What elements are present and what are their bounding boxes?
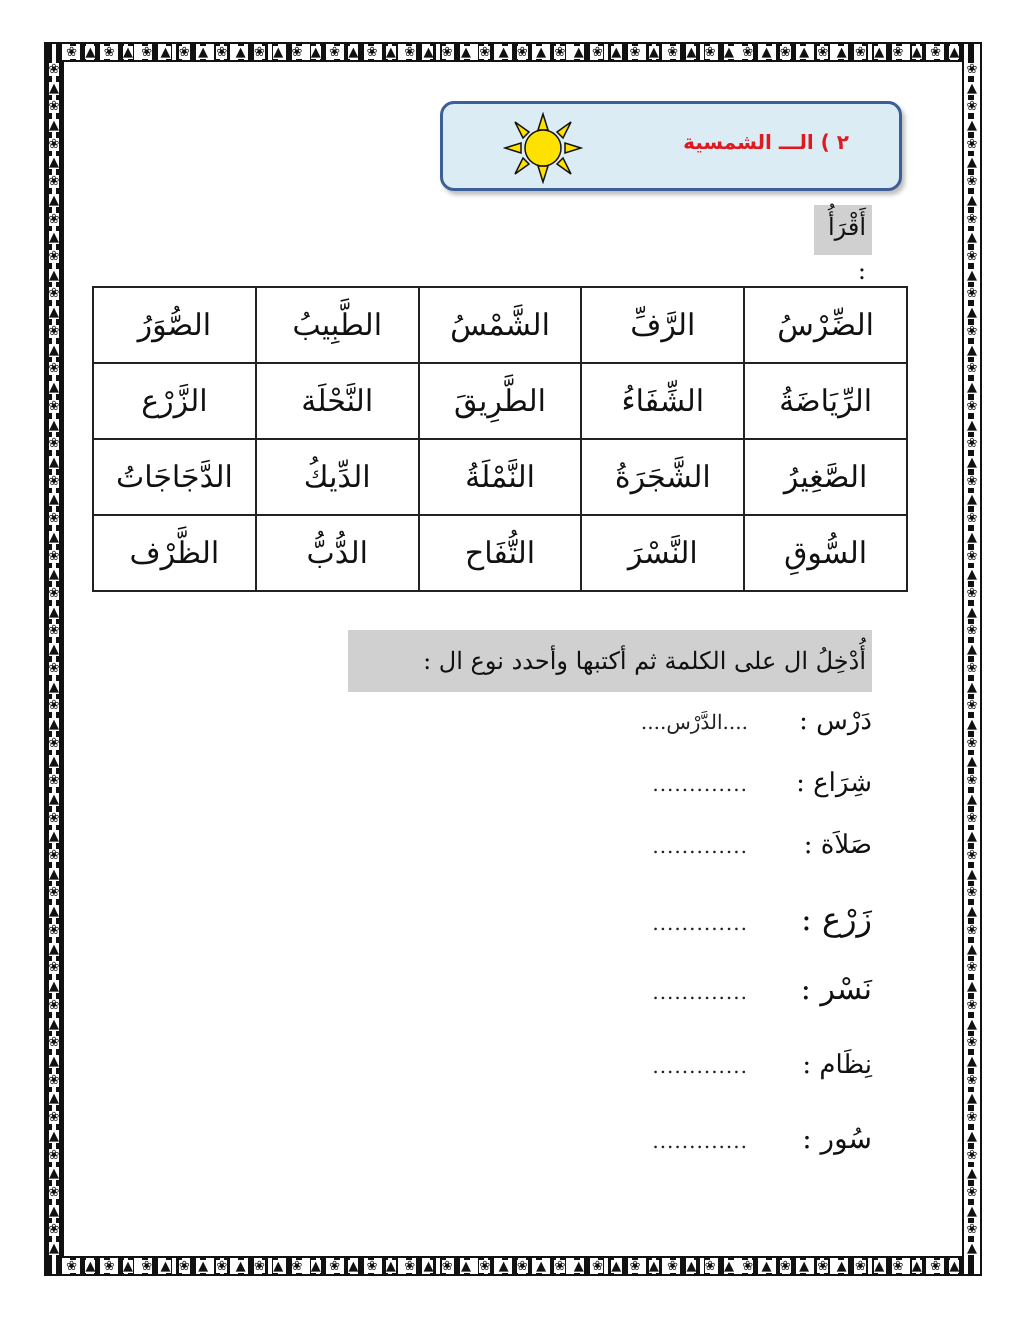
flower-icon: ▲	[967, 342, 977, 358]
flower-icon: ▲	[967, 642, 977, 658]
flower-icon: ▲	[461, 1258, 472, 1274]
flower-icon: ▲	[573, 1258, 584, 1274]
exercise-answer[interactable]: .............	[652, 772, 748, 796]
flower-icon: ▲	[967, 1128, 977, 1144]
flower-icon: ❀	[216, 44, 228, 60]
exercise-row	[652, 1122, 872, 1155]
flower-icon: ▲	[967, 80, 977, 96]
flower-icon: ❀	[366, 1258, 378, 1274]
flower-icon: ▲	[423, 1258, 434, 1274]
flower-icon: ▲	[49, 1016, 59, 1032]
exercise-word: صَلاَة :	[803, 830, 872, 860]
flower-icon: ▲	[874, 1258, 885, 1274]
flower-icon: ❀	[48, 211, 60, 227]
table-cell-word: الرِّيَاضَةُ	[744, 363, 907, 439]
flower-icon: ▲	[536, 1258, 547, 1274]
flower-icon: ❀	[966, 99, 978, 115]
flower-icon: ▲	[49, 791, 59, 807]
flower-icon: ❀	[103, 1258, 115, 1274]
flower-icon: ▲	[49, 267, 59, 283]
flower-icon: ▲	[911, 1258, 922, 1274]
flower-icon: ❀	[178, 1258, 190, 1274]
flower-icon: ❀	[404, 44, 416, 60]
flower-icon: ❀	[48, 548, 60, 564]
table-row	[93, 515, 907, 591]
table-cell-word: التُّفَاح	[419, 515, 582, 591]
flower-icon: ❀	[48, 885, 60, 901]
flower-icon: ❀	[817, 44, 829, 60]
table-cell-word: الزَّرْع	[93, 363, 256, 439]
flower-icon: ▲	[348, 1258, 359, 1274]
flower-icon: ▲	[122, 44, 133, 60]
flower-icon: ▲	[498, 1258, 509, 1274]
flower-icon: ▲	[967, 529, 977, 545]
flower-icon: ▲	[198, 1258, 209, 1274]
flower-icon: ❀	[667, 1258, 679, 1274]
flower-icon: ❀	[48, 136, 60, 152]
exercise-answer[interactable]: ....الدَّرْس....	[640, 710, 748, 734]
flower-icon: ❀	[704, 44, 716, 60]
flower-icon: ▲	[967, 866, 977, 882]
table-row	[93, 363, 907, 439]
flower-icon: ❀	[48, 922, 60, 938]
flower-icon: ▲	[160, 1258, 171, 1274]
flower-icon: ▲	[967, 230, 977, 246]
flower-icon: ▲	[723, 1258, 734, 1274]
flower-icon: ❀	[629, 1258, 641, 1274]
flower-icon: ❀	[48, 398, 60, 414]
flower-icon: ❀	[966, 848, 978, 864]
border-flowers-top	[62, 43, 964, 61]
flower-icon: ▲	[648, 44, 659, 60]
flower-icon: ▲	[49, 155, 59, 171]
flower-icon: ❀	[667, 44, 679, 60]
flower-icon: ▲	[461, 44, 472, 60]
flower-icon: ▲	[198, 44, 209, 60]
exercise-row	[652, 972, 872, 1007]
exercise-word: نَسْر :	[800, 972, 872, 1007]
flower-icon: ▲	[686, 44, 697, 60]
flower-icon: ▲	[611, 1258, 622, 1274]
flower-icon: ▲	[967, 1091, 977, 1107]
flower-icon: ❀	[516, 44, 528, 60]
flower-icon: ❀	[103, 44, 115, 60]
flower-icon: ❀	[216, 1258, 228, 1274]
flower-icon: ▲	[49, 979, 59, 995]
flower-icon: ❀	[966, 1184, 978, 1200]
flower-icon: ❀	[48, 1072, 60, 1088]
flower-icon: ▲	[160, 44, 171, 60]
flower-icon: ▲	[49, 866, 59, 882]
flower-icon: ▲	[49, 941, 59, 957]
flower-icon: ❀	[48, 1110, 60, 1126]
lesson-title: ٢ ) الـــ الشمسية	[683, 130, 849, 154]
flower-icon: ▲	[122, 1258, 133, 1274]
flower-icon: ❀	[48, 436, 60, 452]
flower-icon: ▲	[761, 44, 772, 60]
flower-icon: ▲	[49, 492, 59, 508]
flower-icon: ▲	[799, 1258, 810, 1274]
flower-icon: ❀	[48, 848, 60, 864]
flower-icon: ▲	[49, 1053, 59, 1069]
table-cell-word: الطَّبِيبُ	[256, 287, 419, 363]
table-cell-word: الظَّرْف	[93, 515, 256, 591]
exercise-answer[interactable]: .............	[652, 980, 748, 1004]
flower-icon: ▲	[967, 155, 977, 171]
flower-icon: ▲	[967, 305, 977, 321]
flower-icon: ❀	[854, 1258, 866, 1274]
flower-icon: ❀	[966, 623, 978, 639]
flower-icon: ▲	[49, 230, 59, 246]
flower-icon: ▲	[967, 1016, 977, 1032]
flower-icon: ▲	[648, 1258, 659, 1274]
exercise-word: سُور :	[802, 1122, 872, 1155]
table-cell-word: الدِّيكُ	[256, 439, 419, 515]
flower-icon: ❀	[966, 885, 978, 901]
flower-icon: ❀	[966, 773, 978, 789]
flower-icon: ❀	[141, 44, 153, 60]
flower-icon: ❀	[966, 286, 978, 302]
flower-icon: ❀	[48, 1035, 60, 1051]
flower-icon: ❀	[817, 1258, 829, 1274]
flower-icon: ❀	[592, 44, 603, 60]
flower-icon: ❀	[554, 1258, 566, 1274]
flower-icon: ▲	[49, 529, 59, 545]
flower-icon: ❀	[966, 810, 978, 826]
border-flowers-bottom	[62, 1257, 964, 1275]
exercise-row	[641, 706, 872, 736]
flower-icon: ❀	[966, 61, 978, 77]
flower-icon: ▲	[967, 679, 977, 695]
flower-icon: ▲	[385, 1258, 396, 1274]
flower-icon: ❀	[253, 44, 265, 60]
flower-icon: ❀	[966, 922, 978, 938]
table-cell-word: النَّمْلَةُ	[419, 439, 582, 515]
exercise-word: نِظَام :	[802, 1050, 872, 1080]
flower-icon: ▲	[235, 44, 246, 60]
flower-icon: ▲	[967, 754, 977, 770]
flower-icon: ❀	[48, 698, 60, 714]
flower-icon: ❀	[930, 1258, 941, 1274]
flower-icon: ❀	[966, 1035, 978, 1051]
exercise-row	[652, 768, 872, 798]
flower-icon: ▲	[49, 679, 59, 695]
flower-icon: ▲	[967, 192, 977, 208]
table-cell-word: النَّحْلَة	[256, 363, 419, 439]
flower-icon: ❀	[48, 810, 60, 826]
flower-icon: ▲	[49, 1128, 59, 1144]
flower-icon: ❀	[48, 511, 60, 527]
flower-icon: ▲	[967, 791, 977, 807]
flower-icon: ❀	[48, 623, 60, 639]
flower-icon: ▲	[723, 44, 734, 60]
flower-icon: ❀	[966, 997, 978, 1013]
flower-icon: ❀	[966, 473, 978, 489]
flower-icon: ▲	[49, 342, 59, 358]
flower-icon: ❀	[966, 960, 978, 976]
flower-icon: ❀	[48, 773, 60, 789]
words-table	[92, 286, 908, 592]
flower-icon: ❀	[48, 286, 60, 302]
flower-icon: ❀	[966, 211, 978, 227]
exercise-answer[interactable]: .............	[652, 911, 748, 935]
flower-icon: ❀	[48, 1222, 60, 1238]
flower-icon: ▲	[49, 305, 59, 321]
flower-icon: ❀	[892, 44, 904, 60]
flower-icon: ▲	[967, 267, 977, 283]
flower-icon: ❀	[704, 1258, 716, 1274]
flower-icon: ❀	[329, 1258, 340, 1274]
flower-icon: ❀	[742, 1258, 754, 1274]
flower-icon: ▲	[874, 44, 885, 60]
flower-icon: ▲	[686, 1258, 697, 1274]
flower-icon: ▲	[611, 44, 622, 60]
border-flowers-right	[963, 60, 981, 1258]
flower-icon: ▲	[967, 1053, 977, 1069]
table-cell-word: الشَّجَرَةُ	[581, 439, 744, 515]
flower-icon: ❀	[253, 1258, 265, 1274]
flower-icon: ▲	[49, 1166, 59, 1182]
flower-icon: ❀	[48, 323, 60, 339]
flower-icon: ❀	[366, 44, 378, 60]
flower-icon: ❀	[966, 323, 978, 339]
flower-icon: ❀	[966, 511, 978, 527]
flower-icon: ▲	[967, 118, 977, 134]
flower-icon: ❀	[291, 44, 303, 60]
flower-icon: ▲	[573, 44, 584, 60]
flower-icon: ▲	[911, 44, 922, 60]
flower-icon: ▲	[49, 80, 59, 96]
flower-icon: ▲	[498, 44, 509, 60]
flower-icon: ▲	[967, 492, 977, 508]
flower-icon: ❀	[48, 1184, 60, 1200]
exercise-word: دَرْس :	[799, 706, 872, 736]
exercise-row	[652, 830, 872, 860]
flower-icon: ▲	[761, 1258, 772, 1274]
flower-icon: ▲	[49, 904, 59, 920]
table-cell-word: الشَّمْسُ	[419, 287, 582, 363]
flower-icon: ❀	[966, 361, 978, 377]
flower-icon: ▲	[49, 454, 59, 470]
flower-icon: ▲	[49, 567, 59, 583]
flower-icon: ▲	[967, 904, 977, 920]
exercise-row	[652, 1050, 872, 1080]
flower-icon: ❀	[966, 698, 978, 714]
flower-icon: ❀	[966, 660, 978, 676]
exercise-answer[interactable]: .............	[652, 834, 748, 858]
flower-icon: ▲	[49, 604, 59, 620]
flower-icon: ❀	[66, 1258, 78, 1274]
flower-icon: ❀	[178, 44, 190, 60]
exercise-answer[interactable]: .............	[652, 1054, 748, 1078]
table-cell-word: الضِّرْسُ	[744, 287, 907, 363]
flower-icon: ▲	[949, 44, 960, 60]
flower-icon: ❀	[479, 1258, 491, 1274]
flower-icon: ❀	[966, 1147, 978, 1163]
flower-icon: ❀	[48, 99, 60, 115]
flower-icon: ▲	[967, 1203, 977, 1219]
flower-icon: ❀	[48, 174, 60, 190]
table-cell-word: الرَّفِّ	[581, 287, 744, 363]
flower-icon: ❀	[854, 44, 866, 60]
table-cell-word: الدَّجَاجَاتُ	[93, 439, 256, 515]
flower-icon: ▲	[836, 44, 847, 60]
flower-icon: ▲	[348, 44, 359, 60]
flower-icon: ❀	[48, 473, 60, 489]
exercise-answer[interactable]: .............	[652, 1129, 748, 1153]
flower-icon: ❀	[966, 249, 978, 265]
flower-icon: ❀	[966, 398, 978, 414]
table-cell-word: الصَّغِيرُ	[744, 439, 907, 515]
flower-icon: ❀	[966, 548, 978, 564]
border-flowers-left	[45, 60, 63, 1258]
flower-icon: ❀	[516, 1258, 528, 1274]
flower-icon: ▲	[949, 1258, 960, 1274]
flower-icon: ❀	[479, 44, 491, 60]
flower-icon: ❀	[892, 1258, 904, 1274]
lesson-title-box	[440, 101, 902, 191]
flower-icon: ❀	[966, 1072, 978, 1088]
sun-icon	[503, 112, 583, 184]
flower-icon: ▲	[967, 979, 977, 995]
flower-icon: ▲	[49, 754, 59, 770]
flower-icon: ❀	[48, 249, 60, 265]
exercise-word: زَرْع :	[801, 900, 872, 938]
flower-icon: ▲	[310, 1258, 321, 1274]
flower-icon: ▲	[967, 941, 977, 957]
flower-icon: ▲	[967, 829, 977, 845]
flower-icon: ❀	[779, 44, 791, 60]
table-row	[93, 287, 907, 363]
flower-icon: ▲	[85, 1258, 96, 1274]
flower-icon: ▲	[967, 567, 977, 583]
flower-icon: ❀	[48, 1147, 60, 1163]
table-cell-word: الصُّوَرُ	[93, 287, 256, 363]
flower-icon: ❀	[554, 44, 566, 60]
flower-icon: ❀	[48, 997, 60, 1013]
flower-icon: ▲	[799, 44, 810, 60]
table-cell-word: النَّسْرَ	[581, 515, 744, 591]
flower-icon: ❀	[930, 44, 941, 60]
flower-icon: ❀	[779, 1258, 791, 1274]
flower-icon: ❀	[966, 735, 978, 751]
flower-icon: ❀	[48, 585, 60, 601]
flower-icon: ▲	[49, 417, 59, 433]
flower-icon: ❀	[966, 436, 978, 452]
flower-icon: ❀	[141, 1258, 153, 1274]
flower-icon: ❀	[966, 136, 978, 152]
table-cell-word: السُّوقِ	[744, 515, 907, 591]
table-cell-word: الطَّرِيقَ	[419, 363, 582, 439]
flower-icon: ❀	[48, 660, 60, 676]
flower-icon: ▲	[49, 192, 59, 208]
flower-icon: ❀	[48, 735, 60, 751]
flower-icon: ❀	[966, 1110, 978, 1126]
flower-icon: ▲	[967, 417, 977, 433]
flower-icon: ❀	[592, 1258, 603, 1274]
flower-icon: ▲	[49, 717, 59, 733]
flower-icon: ❀	[291, 1258, 303, 1274]
flower-icon: ❀	[48, 361, 60, 377]
flower-icon: ▲	[49, 1091, 59, 1107]
flower-icon: ❀	[66, 44, 78, 60]
flower-icon: ▲	[49, 1203, 59, 1219]
flower-icon: ▲	[49, 1241, 59, 1257]
flower-icon: ▲	[385, 44, 396, 60]
flower-icon: ▲	[49, 642, 59, 658]
exercise-row	[652, 900, 872, 938]
flower-icon: ▲	[273, 44, 284, 60]
flower-icon: ▲	[235, 1258, 246, 1274]
table-cell-word: الدُّبُّ	[256, 515, 419, 591]
flower-icon: ❀	[329, 44, 340, 60]
flower-icon: ▲	[967, 717, 977, 733]
flower-icon: ▲	[85, 44, 96, 60]
flower-icon: ❀	[48, 960, 60, 976]
flower-icon: ❀	[48, 61, 60, 77]
flower-icon: ▲	[310, 44, 321, 60]
flower-icon: ▲	[967, 1166, 977, 1182]
flower-icon: ▲	[536, 44, 547, 60]
flower-icon: ❀	[404, 1258, 416, 1274]
exercise-word: شِرَاع :	[796, 768, 872, 798]
flower-icon: ▲	[49, 829, 59, 845]
flower-icon: ▲	[967, 604, 977, 620]
flower-icon: ▲	[967, 1241, 977, 1257]
flower-icon: ▲	[273, 1258, 284, 1274]
flower-icon: ▲	[49, 380, 59, 396]
flower-icon: ❀	[629, 44, 641, 60]
flower-icon: ▲	[836, 1258, 847, 1274]
flower-icon: ❀	[966, 174, 978, 190]
flower-icon: ▲	[49, 118, 59, 134]
flower-icon: ▲	[423, 44, 434, 60]
read-label: أَقْرَأُ :	[814, 205, 872, 255]
table-row	[93, 439, 907, 515]
flower-icon: ❀	[966, 1222, 978, 1238]
flower-icon: ❀	[742, 44, 754, 60]
exercise-instruction: أُدْخِلُ ال على الكلمة ثم أكتبها وأحدد نوع ال :	[348, 630, 872, 692]
flower-icon: ▲	[967, 454, 977, 470]
flower-icon: ❀	[441, 1258, 453, 1274]
flower-icon: ❀	[441, 44, 453, 60]
flower-icon: ❀	[966, 585, 978, 601]
flower-icon: ▲	[967, 380, 977, 396]
table-cell-word: الشِّفَاءُ	[581, 363, 744, 439]
